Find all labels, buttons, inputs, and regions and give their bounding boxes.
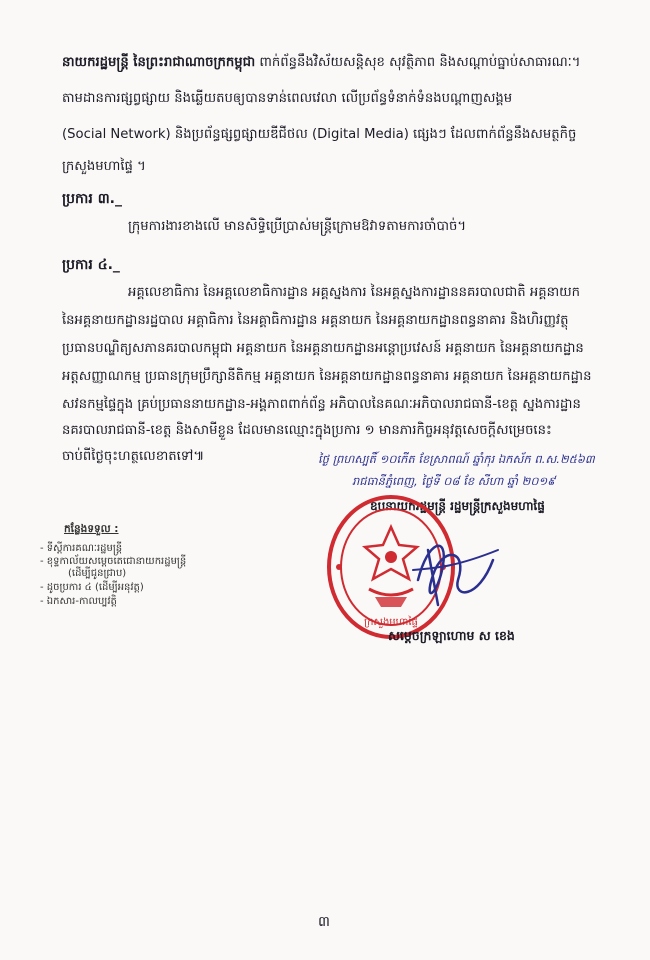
body-line-3: (Social Network) និងប្រព័ន្ធផ្សព្វផ្សាយឌីជីថល (Digital Media) ផ្សេងៗ ដែលពាក់ព័ន្ធនឹងសមត្ថកិច្ច bbox=[62, 127, 577, 142]
seal-caption: ក្រសួងមហាផ្ទៃ bbox=[364, 617, 418, 628]
body-line-1-rest: ពាក់ព័ន្ធនឹងវិស័យសន្តិសុខ សុវត្ថិភាព និងសណ្តាប់ធ្នាប់សាធារណៈ។ bbox=[255, 55, 581, 70]
article-4-heading: ប្រការ ៤._ bbox=[62, 257, 120, 273]
article-3-text: ក្រុមការងារខាងលើ មានសិទ្ធិប្រើប្រាស់មន្ត្រីក្រោមឱវាទតាមការចាំបាច់។ bbox=[128, 219, 467, 234]
recipient-item: - ខុទ្ទកាល័យសម្តេចតេជោនាយករដ្ឋមន្ត្រី bbox=[40, 556, 187, 567]
article-4-line: នៃអគ្គនាយកដ្ឋានរដ្ឋបាល អគ្គាធិការ នៃអគ្គាធិការដ្ឋាន អគ្គនាយក នៃអគ្គនាយកដ្ឋានពន្ធនាគារ និងហិរញ្ញវត្ថុ bbox=[62, 313, 569, 328]
recipient-item: - ឯកសារ-កាលប្បវត្តិ bbox=[40, 596, 117, 607]
article-4-line: អត្តសញ្ញាណកម្ម ប្រធានក្រុមប្រឹក្សានីតិកម្ម អគ្គនាយក នៃអគ្គនាយកដ្ឋានពន្ធនាគារ អគ្គនាយក នៃអគ្គនាយកដ្ឋាន bbox=[62, 369, 592, 384]
lunar-date: ថ្ងៃ ព្រហស្បតិ៍ ១០កើត ខែស្រាពណ៍ ឆ្នាំកុរ ឯកស័ក ព.ស.២៥៦៣ bbox=[318, 452, 595, 466]
prime-minister-title: នាយករដ្ឋមន្ត្រី នៃព្រះរាជាណាចក្រកម្ពុជា bbox=[62, 55, 256, 70]
recipients-heading: កន្លែងទទួល : bbox=[64, 523, 119, 535]
signatory-title: ឧបនាយករដ្ឋមន្ត្រី រដ្ឋមន្ត្រីក្រសួងមហាផ្ទៃ bbox=[370, 499, 545, 513]
article-4-line: សវនកម្មផ្ទៃក្នុង គ្រប់ប្រធាននាយកដ្ឋាន-អង្គភាពពាក់ព័ន្ធ អភិបាលនៃគណៈអភិបាលរាជធានី-ខេត្ត ស្នងការដ្ឋាន bbox=[62, 397, 581, 412]
recipient-item: - ដូចប្រការ ៤ (ដើម្បីអនុវត្ត) bbox=[40, 582, 144, 593]
page-number: ៣ bbox=[318, 914, 330, 930]
body-line-2: តាមដានការផ្សព្វផ្សាយ និងឆ្លើយតបឲ្យបានទាន់ពេលវេលា លើប្រព័ន្ធទំនាក់ទំនងបណ្តាញសង្គម bbox=[62, 91, 513, 106]
body-line-4: ក្រសួងមហាផ្ទៃ ។ bbox=[62, 159, 146, 174]
place-date: រាជធានីភ្នំពេញ, ថ្ងៃទី ០៨ ខែ សីហា ឆ្នាំ ២០១៩ bbox=[352, 474, 556, 488]
article-4-line: ប្រធានបណ្ឌិត្យសភានគរបាលកម្ពុជា អគ្គនាយក នៃអគ្គនាយកដ្ឋានអន្តោប្រវេសន៍ អគ្គនាយក នៃអគ្គនាយកដ្ឋាន bbox=[62, 341, 584, 356]
handwritten-signature bbox=[398, 520, 508, 615]
article-3-heading: ប្រការ ៣._ bbox=[62, 191, 122, 207]
article-4-line: អគ្គលេខាធិការ នៃអគ្គលេខាធិការដ្ឋាន អគ្គស្នងការ នៃអគ្គស្នងការដ្ឋាននគរបាលជាតិ អគ្គនាយក bbox=[128, 285, 581, 300]
body-line-1 bbox=[62, 54, 581, 72]
recipient-item: (ដើម្បីជូនជ្រាប) bbox=[68, 568, 127, 579]
recipient-item: - ទីស្តីការគណៈរដ្ឋមន្ត្រី bbox=[40, 543, 123, 554]
article-4-line: ចាប់ពីថ្ងៃចុះហត្ថលេខាតទៅ៕ bbox=[62, 449, 205, 464]
signatory-name: សម្តេចក្រឡាហោម ស ខេង bbox=[388, 628, 515, 643]
article-4-line: នគរបាលរាជធានី-ខេត្ត និងសាមីខ្លួន ដែលមានឈ្មោះក្នុងប្រការ ១ មានភារកិច្ចអនុវត្តសេចក្តីសម្រេចនេះ bbox=[62, 423, 552, 438]
